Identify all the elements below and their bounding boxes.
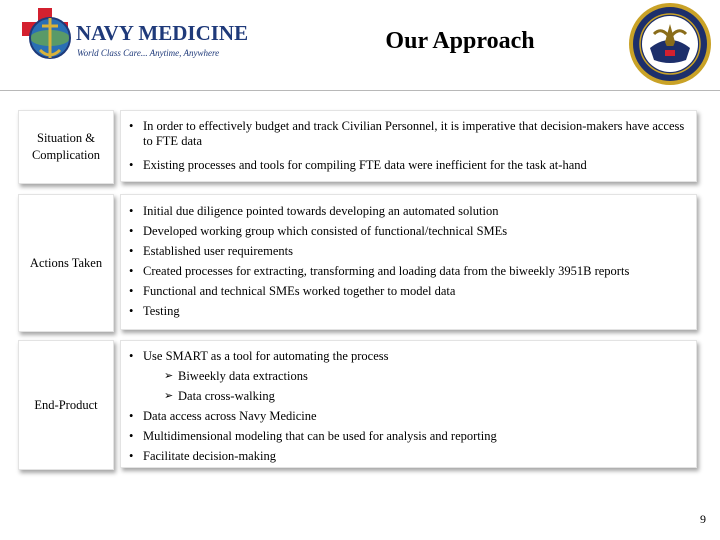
row-label-text: End-Product xyxy=(34,397,98,412)
row-content-actions xyxy=(120,194,697,330)
row-content-end-product xyxy=(120,340,697,468)
list-item: • Use SMART as a tool for automating the process xyxy=(127,346,690,366)
row-content-situation xyxy=(120,110,697,182)
sub-list-item: ➢ Biweekly data extractions xyxy=(127,366,690,386)
list-item: • Testing xyxy=(127,301,690,321)
page-title: Our Approach xyxy=(385,28,535,54)
row-label-actions xyxy=(18,194,114,332)
header-divider xyxy=(0,90,720,91)
list-item: • Developed working group which consisted of functional/technical SMEs xyxy=(127,221,690,241)
list-item: • Created processes for extracting, transforming and loading data from the biweekly 3951B reports xyxy=(127,261,690,281)
row-label-text: Situation & Complication xyxy=(31,131,101,162)
navy-medicine-logo xyxy=(14,6,249,72)
list-item: • Facilitate decision-making xyxy=(127,446,690,466)
row-label-end-product xyxy=(18,340,114,470)
logo-tagline: World Class Care... Anytime, Anywhere xyxy=(77,48,220,58)
bullet-list xyxy=(127,346,690,466)
row-label-situation xyxy=(18,110,114,184)
row-label-text: Actions Taken xyxy=(29,255,103,270)
bullet-list xyxy=(127,119,690,175)
list-item: • Functional and technical SMEs worked together to model data xyxy=(127,281,690,301)
navy-seal-icon xyxy=(628,2,712,86)
list-item: • Existing processes and tools for compiling FTE data were inefficient for the task at-hand xyxy=(127,155,690,175)
logo-title: NAVY MEDICINE xyxy=(76,21,249,45)
slide-header xyxy=(0,0,720,100)
list-item: • In order to effectively budget and track Civilian Personnel, it is imperative that decision-makers have access to FTE data xyxy=(127,119,690,149)
bullet-list xyxy=(127,201,690,321)
list-item: • Initial due diligence pointed towards developing an automated solution xyxy=(127,201,690,221)
list-item: • Established user requirements xyxy=(127,241,690,261)
list-item: • Data access across Navy Medicine xyxy=(127,406,690,426)
page-number: 9 xyxy=(700,512,706,526)
sub-list-item: ➢ Data cross-walking xyxy=(127,386,690,406)
list-item: • Multidimensional modeling that can be used for analysis and reporting xyxy=(127,426,690,446)
